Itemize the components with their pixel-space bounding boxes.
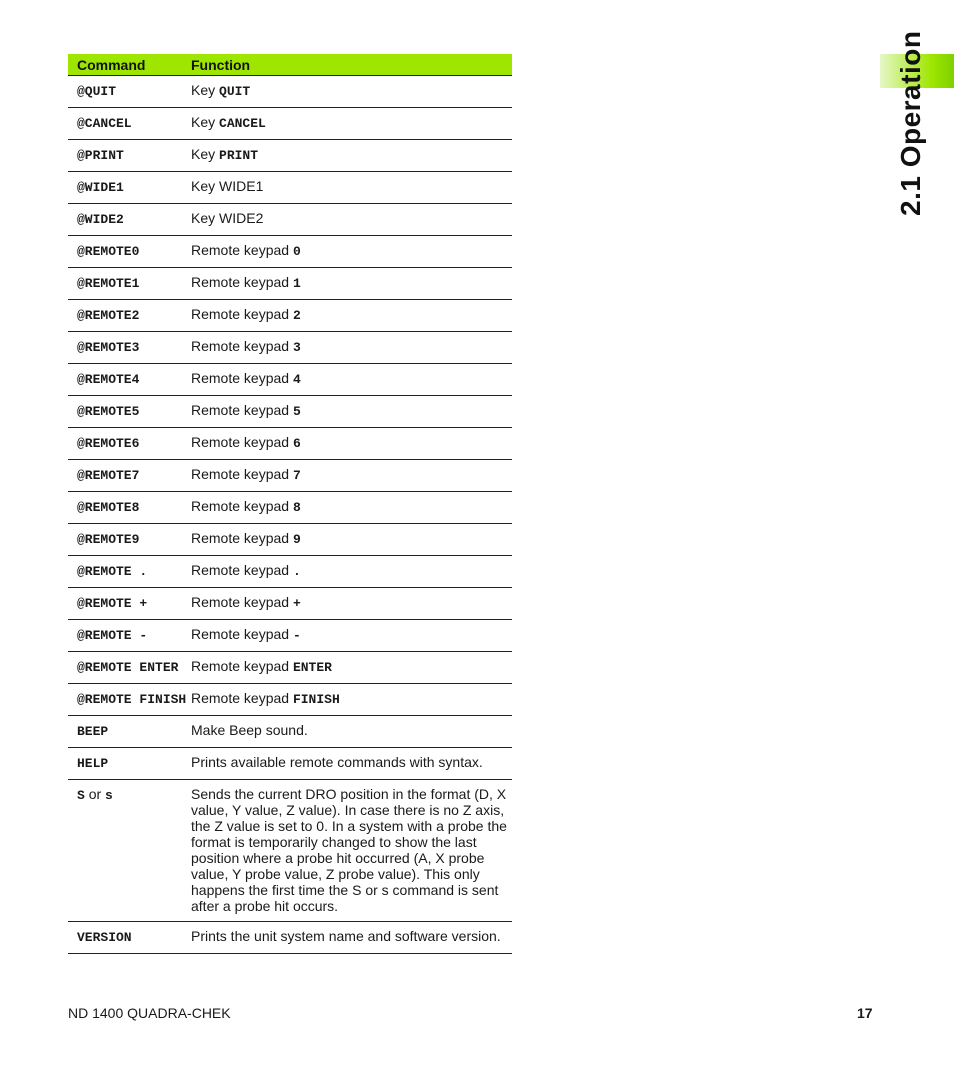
function-text: Remote keypad <box>191 498 293 514</box>
function-text: Remote keypad <box>191 658 293 674</box>
table-row <box>68 492 512 524</box>
function-key-code: 1 <box>292 276 301 291</box>
function-cell <box>187 748 512 780</box>
command-code: @REMOTE9 <box>77 532 140 547</box>
command-cell <box>68 922 187 954</box>
command-code: @REMOTE7 <box>77 468 140 483</box>
function-text: Remote keypad <box>191 594 293 610</box>
function-text: Remote keypad <box>191 690 293 706</box>
table-row <box>68 396 512 428</box>
command-code: @REMOTE4 <box>77 372 140 387</box>
header-command: Command <box>68 54 187 76</box>
function-text: Remote keypad <box>191 626 293 642</box>
command-cell <box>68 140 187 172</box>
command-separator: or <box>84 786 106 802</box>
function-text: Remote keypad <box>191 306 293 322</box>
command-code: @REMOTE0 <box>77 244 140 259</box>
command-cell <box>68 716 187 748</box>
command-code-alt: s <box>105 788 113 803</box>
table-row <box>68 204 512 236</box>
function-key-code: FINISH <box>292 692 340 707</box>
table-row <box>68 364 512 396</box>
function-key-code: 9 <box>292 532 301 547</box>
command-code: @CANCEL <box>77 116 132 131</box>
table-row <box>68 588 512 620</box>
footer-product-name: ND 1400 QUADRA-CHEK <box>68 1005 231 1021</box>
footer-page-number: 17 <box>857 1005 873 1021</box>
function-text: Remote keypad <box>191 370 293 386</box>
command-cell <box>68 524 187 556</box>
function-cell <box>187 140 512 172</box>
function-text: Key WIDE2 <box>191 210 264 226</box>
function-text: Sends the current DRO position in the format (D, X value, Y value, Z value). In case there is no Z axis, the Z value is set to 0. In a system with a probe the format is temporarily changed to show the last position where a probe hit occurred (A, X probe value, Y probe value, Z probe value). This only happens the first time the S or s command is sent after a probe hit occurs. <box>191 786 511 914</box>
function-key-code: 0 <box>292 244 301 259</box>
function-key-code: 4 <box>292 372 301 387</box>
function-cell <box>187 492 512 524</box>
section-title: 2.1 Operation <box>895 30 926 216</box>
function-cell <box>187 556 512 588</box>
table-row <box>68 556 512 588</box>
function-key-code: QUIT <box>219 84 251 99</box>
function-text: Key <box>191 82 220 98</box>
command-cell <box>68 364 187 396</box>
command-code: @REMOTE + <box>77 596 148 611</box>
function-cell <box>187 172 512 204</box>
function-cell <box>187 396 512 428</box>
table-row <box>68 428 512 460</box>
function-text: Remote keypad <box>191 242 293 258</box>
function-key-code: 2 <box>292 308 301 323</box>
function-key-code: 7 <box>292 468 301 483</box>
function-text: Key WIDE1 <box>191 178 264 194</box>
command-cell <box>68 236 187 268</box>
function-cell <box>187 684 512 716</box>
function-cell <box>187 716 512 748</box>
table-header-row <box>68 54 512 76</box>
function-key-code: 6 <box>292 436 301 451</box>
function-key-code: ENTER <box>292 660 332 675</box>
command-code: @REMOTE . <box>77 564 148 579</box>
table-row <box>68 524 512 556</box>
command-code: @REMOTE5 <box>77 404 140 419</box>
command-code: BEEP <box>77 724 109 739</box>
command-cell <box>68 172 187 204</box>
table-row <box>68 140 512 172</box>
table-body <box>68 76 512 954</box>
header-function: Function <box>187 54 512 76</box>
command-cell <box>68 332 187 364</box>
table-row <box>68 748 512 780</box>
command-code: VERSION <box>77 930 132 945</box>
command-code: @WIDE1 <box>77 180 124 195</box>
command-cell <box>68 460 187 492</box>
command-code: HELP <box>77 756 109 771</box>
function-cell <box>187 300 512 332</box>
command-code: S <box>77 788 85 803</box>
command-code: @PRINT <box>77 148 124 163</box>
table-row <box>68 460 512 492</box>
command-code: @REMOTE2 <box>77 308 140 323</box>
function-cell <box>187 268 512 300</box>
function-text: Prints available remote commands with syntax. <box>191 754 483 770</box>
command-code: @REMOTE8 <box>77 500 140 515</box>
command-cell <box>68 652 187 684</box>
table-row <box>68 922 512 954</box>
function-cell <box>187 204 512 236</box>
command-cell <box>68 748 187 780</box>
command-cell <box>68 492 187 524</box>
remote-commands-table <box>68 54 512 954</box>
function-text: Remote keypad <box>191 402 293 418</box>
function-cell <box>187 620 512 652</box>
function-text: Remote keypad <box>191 434 293 450</box>
command-code: @REMOTE1 <box>77 276 140 291</box>
function-cell <box>187 460 512 492</box>
table-row <box>68 620 512 652</box>
function-cell <box>187 652 512 684</box>
command-code: @REMOTE FINISH <box>77 692 187 707</box>
function-cell <box>187 364 512 396</box>
function-cell <box>187 922 512 954</box>
command-cell <box>68 300 187 332</box>
command-cell <box>68 684 187 716</box>
function-cell <box>187 236 512 268</box>
function-text: Remote keypad <box>191 466 293 482</box>
function-text: Remote keypad <box>191 530 293 546</box>
function-cell <box>187 108 512 140</box>
command-cell <box>68 556 187 588</box>
function-key-code: 5 <box>292 404 301 419</box>
function-key-code: PRINT <box>219 148 259 163</box>
table-row <box>68 652 512 684</box>
function-key-code: 8 <box>292 500 301 515</box>
function-text: Remote keypad <box>191 274 293 290</box>
command-cell <box>68 780 187 922</box>
table-row <box>68 236 512 268</box>
command-cell <box>68 76 187 108</box>
function-text: Make Beep sound. <box>191 722 308 738</box>
command-code: @WIDE2 <box>77 212 124 227</box>
table-row <box>68 684 512 716</box>
table-row <box>68 780 512 922</box>
function-key-code: - <box>292 628 301 643</box>
function-key-code: . <box>292 564 301 579</box>
command-cell <box>68 396 187 428</box>
command-cell <box>68 204 187 236</box>
table-row <box>68 300 512 332</box>
command-code: @REMOTE - <box>77 628 148 643</box>
command-cell <box>68 108 187 140</box>
function-cell <box>187 332 512 364</box>
function-text: Key <box>191 114 220 130</box>
function-cell <box>187 428 512 460</box>
function-text: Prints the unit system name and software version. <box>191 928 501 944</box>
table-row <box>68 172 512 204</box>
command-code: @REMOTE ENTER <box>77 660 179 675</box>
table-row <box>68 716 512 748</box>
function-cell <box>187 76 512 108</box>
function-text: Remote keypad <box>191 338 293 354</box>
function-key-code: 3 <box>292 340 301 355</box>
command-cell <box>68 620 187 652</box>
function-cell <box>187 524 512 556</box>
function-cell <box>187 780 512 922</box>
table-row <box>68 108 512 140</box>
command-code: @QUIT <box>77 84 117 99</box>
command-cell <box>68 428 187 460</box>
table-row <box>68 268 512 300</box>
function-key-code: CANCEL <box>219 116 266 131</box>
command-cell <box>68 268 187 300</box>
function-text: Remote keypad <box>191 562 293 578</box>
function-text: Key <box>191 146 220 162</box>
function-key-code: + <box>292 596 301 611</box>
table-row <box>68 332 512 364</box>
command-code: @REMOTE6 <box>77 436 140 451</box>
function-cell <box>187 588 512 620</box>
table-row <box>68 76 512 108</box>
command-cell <box>68 588 187 620</box>
command-code: @REMOTE3 <box>77 340 140 355</box>
